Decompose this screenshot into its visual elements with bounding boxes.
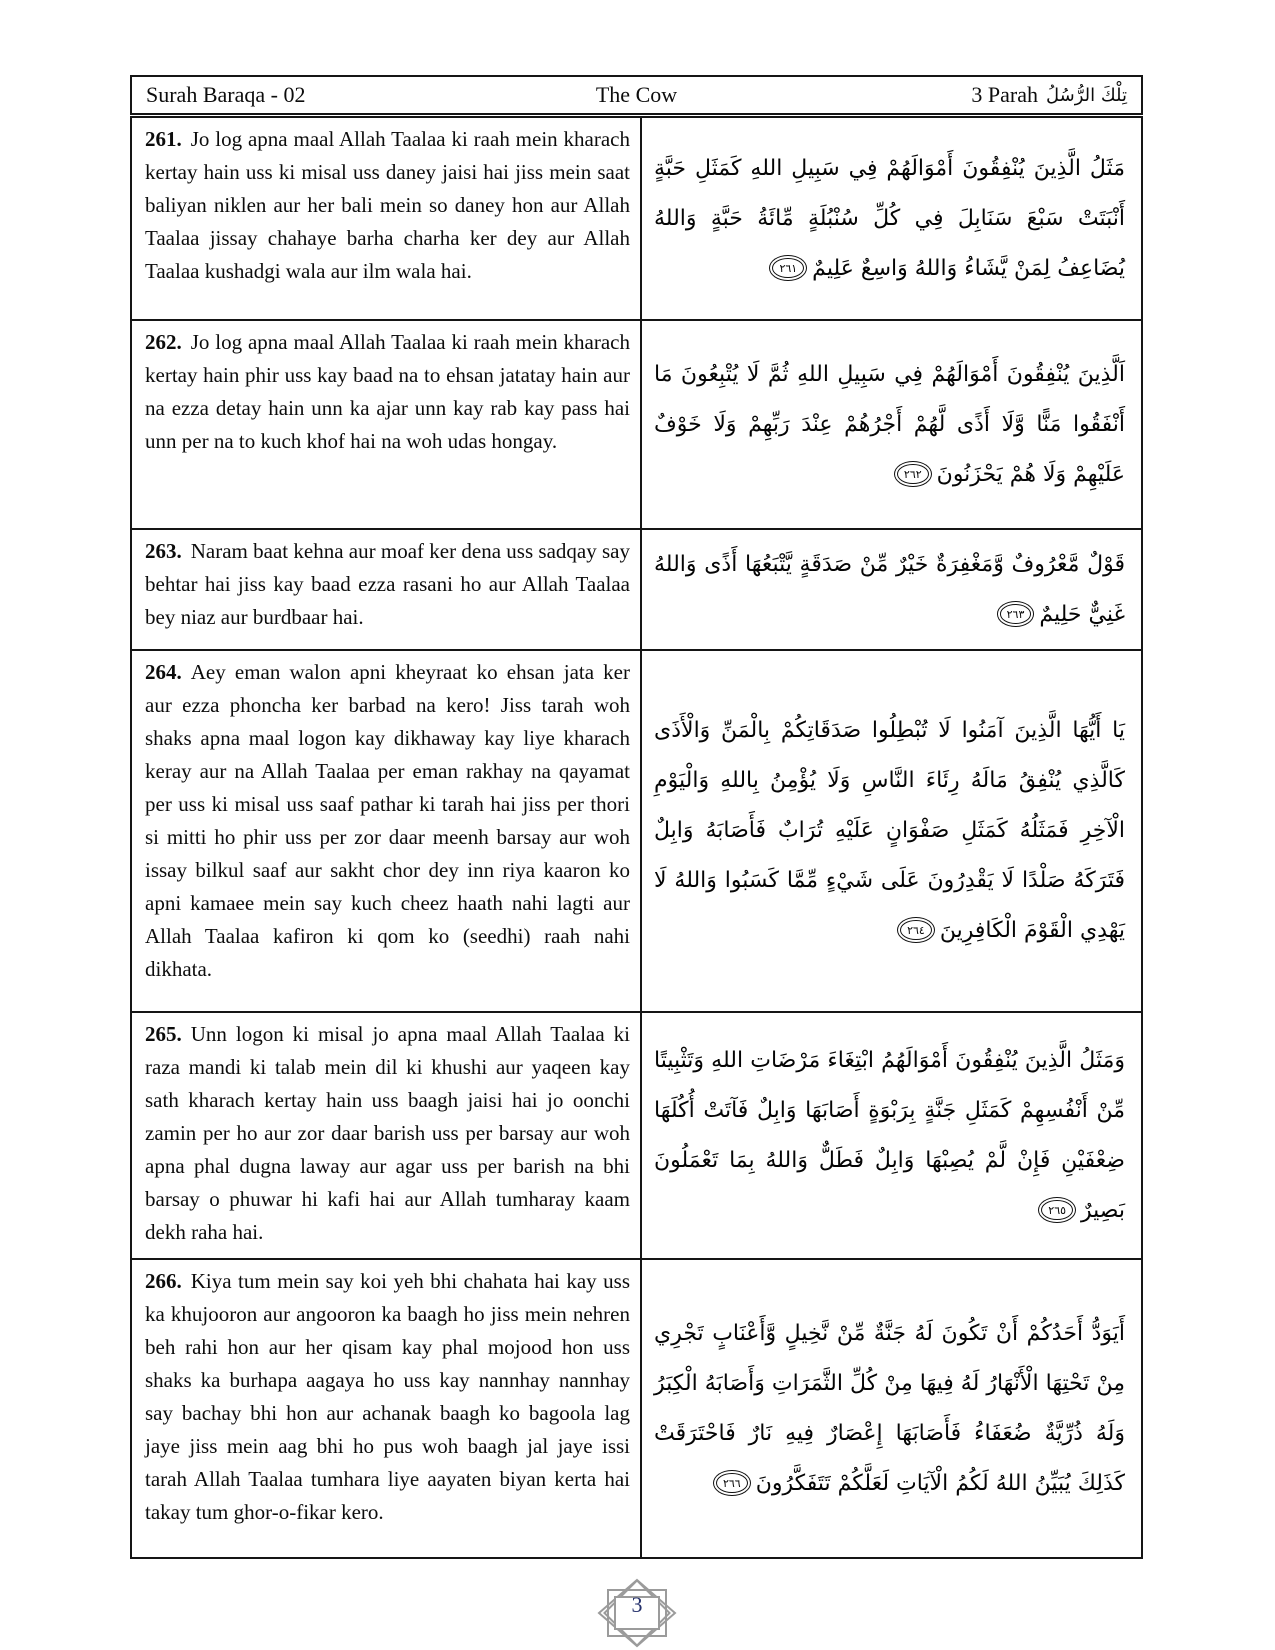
ayah-end-marker-262: ٢٦٢ [897,464,929,484]
verse-number-266: 266. [145,1269,182,1293]
verse-number-263: 263. [145,539,182,563]
arabic-266 [654,1309,1125,1509]
translation-text-261: Jo log apna maal Allah Taalaa ki raah mein kharach kertay hain uss ki misal uss daney jaisi hai jiss mein saat baliyan niklen aur her bali mein so daney hon aur Allah Taalaa jissay chahaye barha charha ker dey aur Allah Taalaa kushadgi wala aur ilm wala hai. [145,127,630,283]
parah-info [800,82,1127,108]
verse-number-265: 265. [145,1022,182,1046]
arabic-cell-261 [642,118,1141,319]
translation-text-264: Aey eman walon apni kheyraat ko ehsan jata ker aur ezza phoncha ker barbad na kero! Jiss tarah woh shaks apna maal logon kay dikhaway kay liye kharach keray aur na Allah Taalaa per eman rakhay na qayamat per uss ki misal uss saaf pathar ki tarah hai jiss per thori si mitti ho phir uss per zor daar meenh barsay aur woh issay bilkul saaf aur sakht chor dey inn riya kaaron ko apni kamaee mein say kuch cheez haath nahi lagti aur Allah Taalaa kafiron ki qom ko (seedhi) raah nahi dikhata. [145,660,630,981]
verse-number-264: 264. [145,660,182,684]
surah-title: Surah Baraqa - 02 [146,82,306,107]
translation-cell-263 [132,530,642,649]
translation-cell-265 [132,1013,642,1258]
arabic-cell-265 [642,1013,1141,1258]
arabic-cell-263 [642,530,1141,649]
verse-table [130,116,1143,1559]
parah-label: 3 Parah [971,82,1038,107]
arabic-cell-262 [642,321,1141,528]
translation-text-266: Kiya tum mein say koi yeh bhi chahata hai kay uss ka khujooron aur angooron ka baagh ho jiss mein nehren beh rahi hon aur her qisam kay phal mojood hon uss shaks ka burhapa aagaya ho uss kay nannhay nannhay say bachay bhi hon aur achanak baagh ko bagoola lag jaye jiss mein aag bhi ho pus woh baagh jal jaye issi tarah Allah Taalaa tumhara liye aayaten biyan kerta hai takay tum ghor-o-fikar kero. [145,1269,630,1524]
ayah-end-marker-263: ٢٦٣ [1000,604,1032,624]
arabic-text-264: يَا أَيُّهَا الَّذِينَ آمَنُوا لَا تُبْطِلُوا صَدَقَاتِكُمْ بِالْمَنِّ وَالْأَذَى كَالَّذِي يُنْفِقُ مَالَهُ رِئَاءَ النَّاسِ وَلَا يُؤْمِنُ بِاللهِ وَالْيَوْمِ الْآخِرِ فَمَثَلُهُ كَمَثَلِ صَفْوَانٍ عَلَيْهِ تُرَابٌ فَأَصَابَهُ وَابِلٌ فَتَرَكَهُ صَلْدًا لَا يَقْدِرُونَ عَلَى شَيْءٍ مِّمَّا كَسَبُوا وَاللهُ لَا يَهْدِي الْقَوْمَ الْكَافِرِينَ [654,718,1125,943]
translation-265 [145,1018,630,1249]
translation-266 [145,1265,630,1529]
verse-row-264 [132,649,1141,1011]
page-frame [130,75,1143,1524]
ayah-end-marker-261: ٢٦١ [772,258,804,278]
arabic-264 [654,706,1125,956]
page-header [130,75,1143,115]
arabic-cell-266 [642,1260,1141,1557]
translation-262 [145,326,630,458]
translation-cell-266 [132,1260,642,1557]
ayah-end-marker-264: ٢٦٤ [900,920,932,940]
translation-cell-262 [132,321,642,528]
arabic-265 [654,1036,1125,1236]
verse-row-265 [132,1011,1141,1258]
surah-name-english: The Cow [595,82,678,107]
verse-row-266 [132,1258,1141,1557]
translation-263 [145,535,630,634]
page-number-ornament [597,1578,677,1648]
translation-text-263: Naram baat kehna aur moaf ker dena uss sadqay say behtar hai jiss kay baad ezza rasani ho aur Allah Taalaa bey niaz aur burdbaar hai. [145,539,630,629]
translation-text-262: Jo log apna maal Allah Taalaa ki raah mein kharach kertay hain phir uss kay baad na to ehsan jatatay hain aur na ezza detay hain unn ka ajar unn kay rab kay pass hai unn per na to kuch khof hai na woh udas hongay. [145,330,630,453]
verse-row-262 [132,319,1141,528]
arabic-text-261: مَثَلُ الَّذِينَ يُنْفِقُونَ أَمْوَالَهُمْ فِي سَبِيلِ اللهِ كَمَثَلِ حَبَّةٍ أَنْبَتَتْ سَبْعَ سَنَابِلَ فِي كُلِّ سُنْبُلَةٍ مِّائَةُ حَبَّةٍ وَاللهُ يُضَاعِفُ لِمَنْ يَّشَاءُ وَاللهُ وَاسِعٌ عَلِيمٌ [654,155,1125,281]
translation-cell-261 [132,118,642,319]
arabic-text-266: أَيَوَدُّ أَحَدُكُمْ أَنْ تَكُونَ لَهُ جَنَّةٌ مِّنْ نَّخِيلٍ وَّأَعْنَابٍ تَجْرِي مِنْ تَحْتِهَا الْأَنْهَارُ لَهُ فِيهَا مِنْ كُلِّ الثَّمَرَاتِ وَأَصَابَهُ الْكِبَرُ وَلَهُ ذُرِّيَّةٌ ضُعَفَاءُ فَأَصَابَهَا إِعْصَارٌ فِيهِ نَارٌ فَاحْتَرَقَتْ كَذَلِكَ يُبَيِّنُ اللهُ لَكُمُ الْآيَاتِ لَعَلَّكُمْ تَتَفَكَّرُونَ [654,1320,1125,1496]
ayah-end-marker-265: ٢٦٥ [1041,1200,1073,1220]
arabic-262 [654,350,1125,500]
translation-cell-264 [132,651,642,1011]
arabic-text-265: وَمَثَلُ الَّذِينَ يُنْفِقُونَ أَمْوَالَهُمُ ابْتِغَاءَ مَرْضَاتِ اللهِ وَتَثْبِيتًا مِّنْ أَنْفُسِهِمْ كَمَثَلِ جَنَّةٍ بِرَبْوَةٍ أَصَابَهَا وَابِلٌ فَآتَتْ أُكُلَهَا ضِعْفَيْنِ فَإِنْ لَّمْ يُصِبْهَا وَابِلٌ فَطَلٌّ وَاللهُ بِمَا تَعْمَلُونَ بَصِيرٌ [654,1047,1125,1223]
ayah-end-marker-266: ٢٦٦ [716,1473,748,1493]
translation-261 [145,123,630,288]
page-number: 3 [631,1592,643,1617]
arabic-cell-264 [642,651,1141,1011]
translation-text-265: Unn logon ki misal jo apna maal Allah Taalaa ki raza mandi ki talab mein dil ki khushi aur yaqeen kay sath kharach kertay hain uss baagh jaisi hai jo oonchi zamin per ho aur zor daar barish uss per barsay aur woh apna phal dugna laway aur agar uss per barish na bhi barsay o phuwar hi kafi hai aur Allah tumharay kaam dekh raha hai. [145,1022,630,1244]
arabic-text-262: اَلَّذِينَ يُنْفِقُونَ أَمْوَالَهُمْ فِي سَبِيلِ اللهِ ثُمَّ لَا يُتْبِعُونَ مَا أَنْفَقُوا مَنًّا وَّلَا أَذًى لَّهُمْ أَجْرُهُمْ عِنْدَ رَبِّهِمْ وَلَا خَوْفٌ عَلَيْهِمْ وَلَا هُمْ يَحْزَنُونَ [654,361,1125,487]
arabic-text-263: قَوْلٌ مَّعْرُوفٌ وَّمَغْفِرَةٌ خَيْرٌ مِّنْ صَدَقَةٍ يَّتْبَعُهَا أَذًى وَاللهُ غَنِيٌّ حَلِيمٌ [654,551,1125,627]
verse-row-261 [132,118,1141,319]
verse-number-262: 262. [145,330,182,354]
verse-number-261: 261. [145,127,182,151]
parah-name-arabic: تِلْكَ الرُّسُلُ [1046,84,1127,106]
translation-264 [145,656,630,986]
verse-row-263 [132,528,1141,649]
arabic-261 [654,144,1125,294]
arabic-263 [654,540,1125,640]
